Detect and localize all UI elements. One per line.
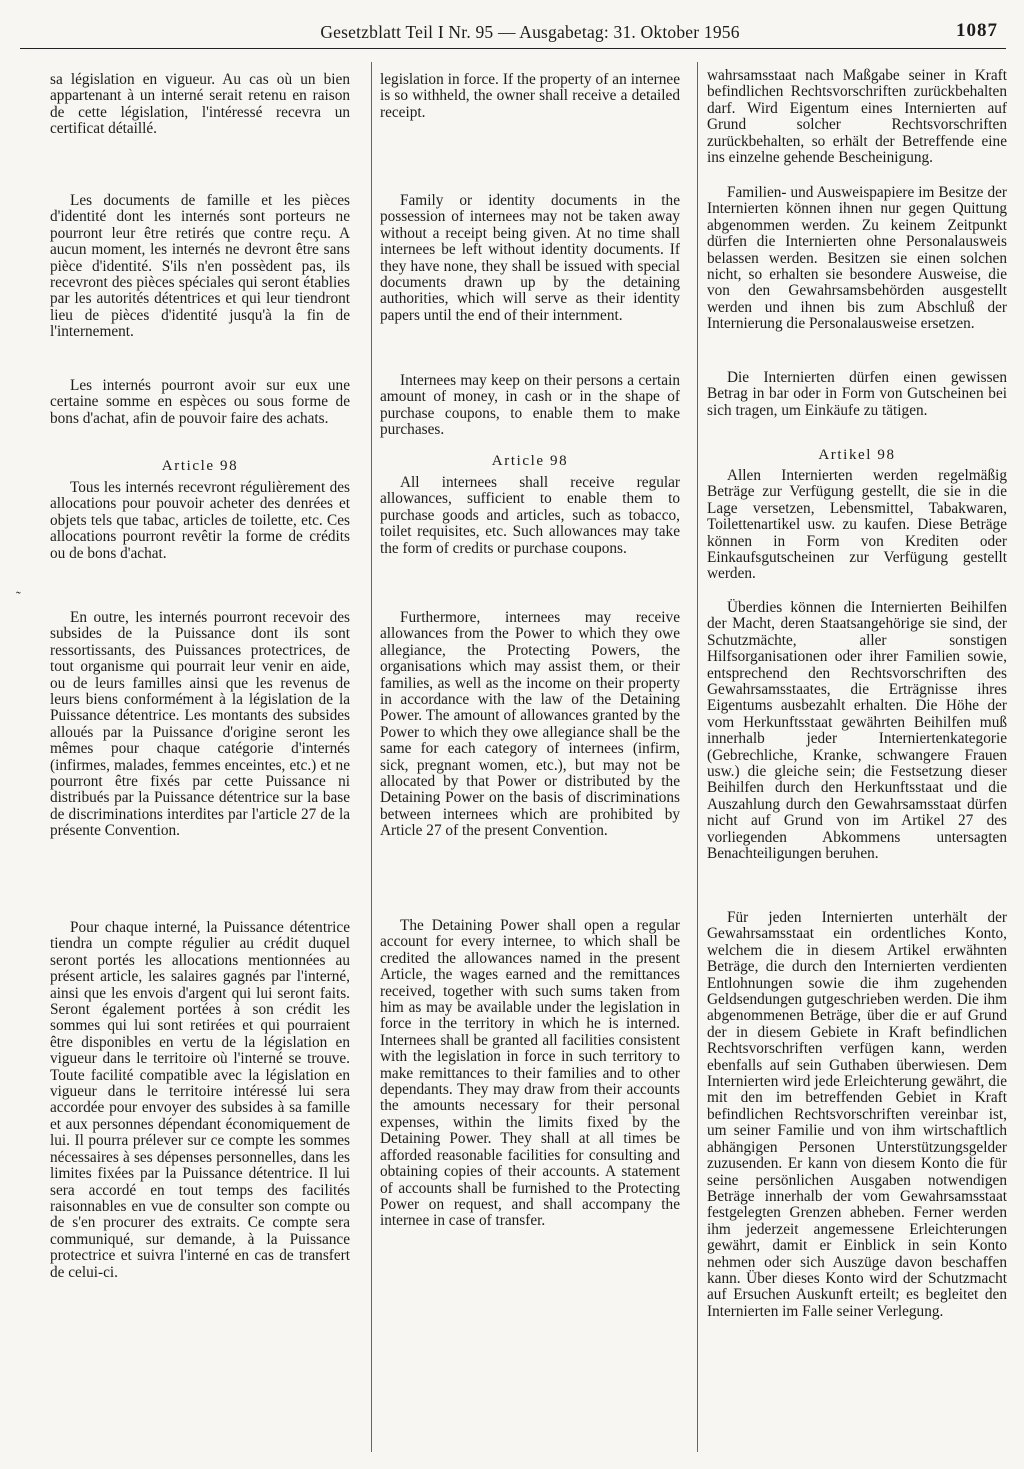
french-paragraph-3: Tous les internés recevront régulièrement des allocations pour pouvoir acheter des denrées et objets tels que tabac, articles de toilette, etc. Ces allocations pourront revêtir la forme de crédits ou de bons d'achat. xyxy=(50,479,350,562)
column-divider xyxy=(697,62,698,1452)
french-paragraph-1: Les documents de famille et les pièces d'identité dont les internés sont porteurs ne pourront leur être retirés que contre reçu. A aucun moment, les internés ne devront être sans pièce d'identité. S'ils n'en possèdent pas, ils recevront des pièces spéciales qui seront établies par les autorités détentrices et qui leur tiendront lieu de pièces d'identité jusqu'à la fin de l'internement. xyxy=(50,192,350,341)
german-column xyxy=(707,0,1019,1469)
german-paragraph-4: Überdies können die Internierten Beihilfen der Macht, deren Staatsangehörige sie sind, der Schutzmächte, aller sonstigen Hilfsorganisationen oder ihrer Familien sowie, entsprechend den Rechtsvorschriften des Gewahrsamsstaates, die Erträgnisse ihres Eigentums ausbezahlt erhalten. Die Höhe der vom Herkunftsstaat gewährten Beihilfen muß innerhalb jeder Interniertenkategorie (Gebrechliche, Kranke, schwangere Frauen usw.) die gleiche sein; die Festsetzung dieser Beihilfen durch den Herkunftsstaat und die Auszahlung durch den Gewahrsamsstaat dürfen nicht auf Grund von im Artikel 27 des vorliegenden Abkommens untersagten Benachteiligungen beruhen. xyxy=(707,599,1007,863)
german-paragraph-3: Allen Internierten werden regelmäßig Beträge zur Verfügung gestellt, die sie in die Lage versetzen, Lebensmittel, Tabakwaren, Toilettenartikel usw. zu kaufen. Diese Beträge können in Form von Krediten oder Einkaufsgutscheinen zur Verfügung gestellt werden. xyxy=(707,467,1007,583)
english-paragraph-4: Furthermore, internees may receive allowances from the Power to which they owe allegiance, the Protecting Powers, the organisations which may assist them, or their families, as well as the income on their property in accordance with the law of the Detaining Power. The amount of allowances granted by the Power to which they owe allegiance shall be the same for each category of internees (infirm, sick, pregnant women, etc.), but may not be allocated by that Power or distributed by the Detaining Power on the basis of discriminations between internees which are prohibited by Article 27 of the present Convention. xyxy=(380,609,680,840)
english-article-heading: Article 98 xyxy=(491,453,569,469)
german-article-heading: Artikel 98 xyxy=(818,447,896,463)
page-number: 1087 xyxy=(956,20,998,41)
french-paragraph-5: Pour chaque interné, la Puissance détentrice tiendra un compte régulier au crédit duquel seront portés les allocations mentionnées au présent article, les salaires gagnés par l'interné, ainsi que les envois d'argent qui lui seront faits. Seront également portées à son crédit les sommes qui lui sont retirées et qui pourraient être disponibles en vertu de la législation en vigueur dans le territoire où l'interné se trouve. Toute facilité compatible avec la législation en vigueur dans le territoire intéressé lui sera accordée pour envoyer des subsides à sa famille et aux personnes dépendant économiquement de lui. Il pourra prélever sur ce compte les sommes nécessaires à ses dépenses personnelles, dans les limites fixées par la Puissance détentrice. Il lui sera accordé en tout temps des facilités raisonnables en vue de consulter son compte ou de s'en procurer des extraits. Ce compte sera communiqué, sur demande, à la Puissance protectrice et suivra l'interné en cas de transfert de celui-ci. xyxy=(50,919,350,1281)
german-paragraph-5: Für jeden Internierten unterhält der Gewahrsamsstaat ein ordentliches Konto, welchem die in diesem Artikel erwähnten Beträge, die durch den Internierten verdienten Entlohnungen sowie die ihm zugehenden Geldsendungen gutgeschrieben werden. Die ihm abgenommenen Beträge, über die er auf Grund der in diesem Gebiete in Kraft befindlichen Rechtsvorschriften verfügen kann, werden ebenfalls auf sein Guthaben überwiesen. Dem Internierten wird jede Erleichterung gewährt, die mit den im betreffenden Gebiet in Kraft befindlichen Rechtsvorschriften vereinbar ist, um seiner Familie und von ihm wirtschaftlich abhängigen Personen Unterstützungsgelder zuzusenden. Er kann von diesem Konto die für seine persönlichen Ausgaben notwendigen Beträge innerhalb der vom Gewahrsamsstaat festgelegten Grenzen abheben. Ferner werden ihm jederzeit angemessene Erleichterungen gewährt, damit er Einblick in sein Konto nehmen oder sich Auszüge davon beschaffen kann. Über dieses Konto wird der Schutzmacht auf Ersuchen Auskunft erteilt; es begleitet den Internierten im Falle seiner Verlegung. xyxy=(707,909,1007,1320)
margin-mark: ˜ xyxy=(16,590,21,605)
column-divider xyxy=(371,62,372,1452)
french-paragraph-0: sa législation en vigueur. Au cas où un bien appartenant à un interné serait retenu en raison de cette législation, l'intéressé recevra un certificat détaillé. xyxy=(50,71,350,138)
english-paragraph-3: All internees shall receive regular allowances, sufficient to enable them to purchase goods and articles, such as tobacco, toilet requisites, etc. Such allowances may take the form of credits or purchase coupons. xyxy=(380,474,680,557)
english-paragraph-1: Family or identity documents in the possession of internees may not be taken away without a receipt being given. At no time shall internees be left without identity documents. If they have none, they shall be issued with special documents drawn up by the detaining authorities, which will serve as their identity papers until the end of their internment. xyxy=(380,192,680,324)
english-paragraph-2: Internees may keep on their persons a certain amount of money, in cash or in the shape of purchase coupons, to enable them to make purchases. xyxy=(380,372,680,439)
english-column xyxy=(380,0,692,1469)
german-paragraph-0: wahrsamsstaat nach Maßgabe seiner in Kraft befindlichen Rechtsvorschriften zurückbehalten darf. Wird Eigentum eines Internierten auf Grund solcher Rechtsvorschriften zurückbehalten, so erhält der Betreffende eine ins einzelne gehende Bescheinigung. xyxy=(707,67,1007,167)
french-column xyxy=(50,0,362,1469)
french-article-heading: Article 98 xyxy=(161,458,239,474)
french-paragraph-2: Les internés pourront avoir sur eux une certaine somme en espèces ou sous forme de bons d'achat, afin de pouvoir faire des achats. xyxy=(50,377,350,427)
french-paragraph-4: En outre, les internés pourront recevoir des subsides de la Puissance dont ils sont ressortissants, des Puissances protectrices, de tout organisme qui pourrait leur venir en aide, ou de leurs familles ainsi que les revenus de leurs biens conformément à la législation de la Puissance détentrice. Les montants des subsides alloués par la Puissance d'origine seront les mêmes pour chaque catégorie d'internés (infirmes, malades, femmes enceintes, etc.) et ne pourront être fixés par cette Puissance ni distribués par la Puissance détentrice sur la base de discriminations interdites par l'article 27 de la présente Convention. xyxy=(50,609,350,840)
english-paragraph-5: The Detaining Power shall open a regular account for every internee, to which shall be credited the allowances named in the present Article, the wages earned and the remittances received, together with such sums taken from him as may be available under the legislation in force in the territory in which he is interned. Internees shall be granted all facilities consistent with the legislation in force in such territory to make remittances to their families and to other dependants. They may draw from their accounts the amounts necessary for their personal expenses, within the limits fixed by the Detaining Power. They shall at all times be afforded reasonable facilities for consulting and obtaining copies of their accounts. A statement of accounts shall be furnished to the Protecting Power on request, and shall accompany the internee in case of transfer. xyxy=(380,917,680,1230)
english-paragraph-0: legislation in force. If the property of an internee is so withheld, the owner shall receive a detailed receipt. xyxy=(380,71,680,121)
german-paragraph-2: Die Internierten dürfen einen gewissen Betrag in bar oder in Form von Gutscheinen bei sich tragen, um Einkäufe zu tätigen. xyxy=(707,369,1007,419)
german-paragraph-1: Familien- und Ausweispapiere im Besitze der Internierten können ihnen nur gegen Quittung abgenommen werden. Zu keinem Zeitpunkt dürfen die Internierten ohne Personalausweis belassen werden. Besitzen sie einen solchen nicht, so erhalten sie besondere Ausweise, die von den Gewahrsamsbehörden ausgestellt werden und ihnen bis zum Abschluß der Internierung die Personalausweise ersetzen. xyxy=(707,184,1007,333)
gazette-title: Gesetzblatt Teil I Nr. 95 — Ausgabetag: 31. Oktober 1956 xyxy=(320,22,740,42)
